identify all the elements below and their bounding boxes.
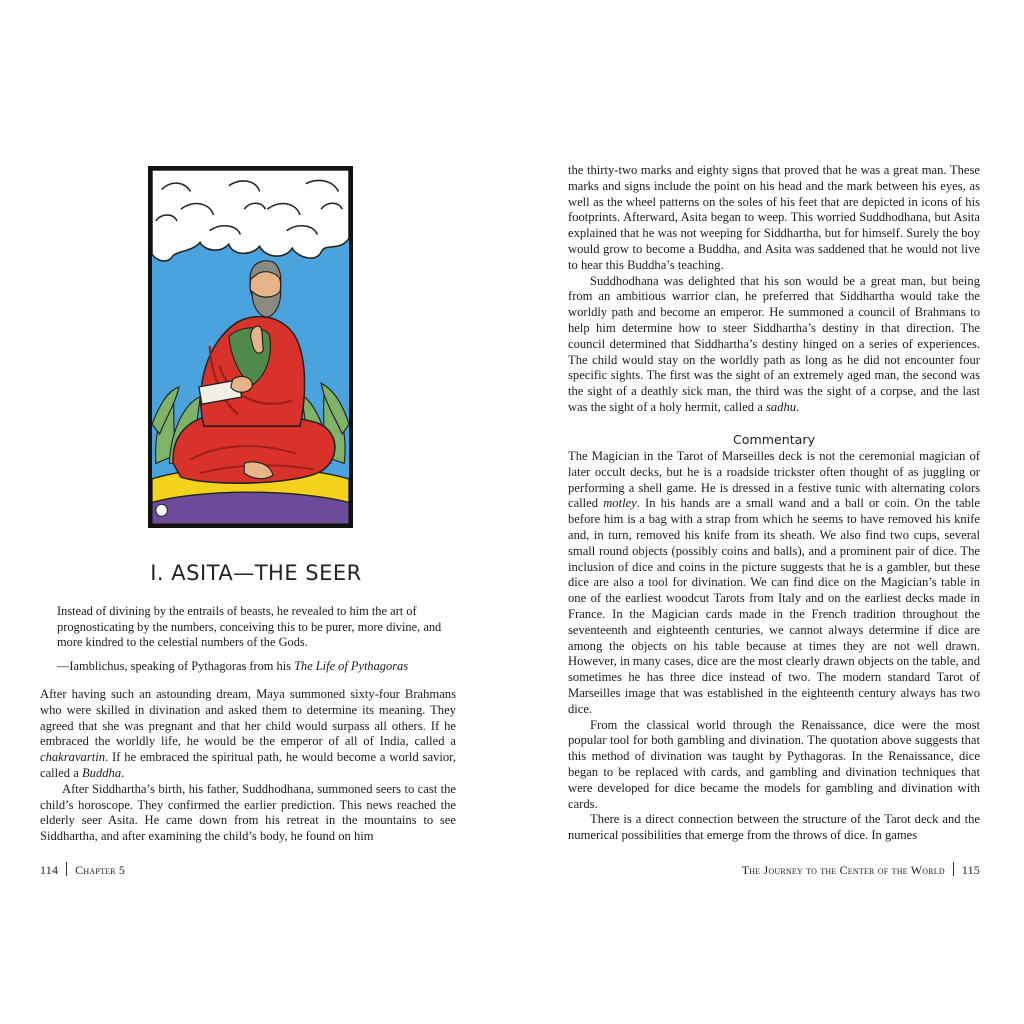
chapter-label: Chapter 5 xyxy=(75,863,126,877)
right-body-text-commentary xyxy=(568,449,980,844)
paragraph: After having such an astounding dream, Maya summoned sixty-four Brahmans who were skilled in divination and asked them to determine its meaning. They agreed that she was pregnant and that her child would surpass all others. If he embraced the worldly life, he would be the emperor of all of India, called a chakravartin. If he embraced the spiritual path, he would become a world savior, called a Buddha. xyxy=(40,687,456,780)
epigraph-attribution xyxy=(57,659,457,674)
paragraph: After Siddhartha’s birth, his father, Suddhodhana, summoned seers to cast the child’s horoscope. They confirmed the earlier prediction. This news reached the elderly seer Asita. He came down from his retreat in the mountains to see Siddhartha, and after examining the child’s body, he found on him xyxy=(40,781,456,844)
right-body-text-top xyxy=(568,163,980,416)
paragraph: Suddhodhana was delighted that his son would be a great man, but being from an ambitious warrior clan, he preferred that Siddhartha would take the worldly path and become an emperor. He summoned a council of Brahmans to help him determine how to steer Siddhartha’s destiny in that direction. The council determined that Siddhartha’s destiny hinged on a series of experiences. The child would stay on the worldly path as long as he did not encounter four specific sights. The first was the sight of an extremely aged man, the second was the sight of a deathly sick man, the third was the sight of a corpse, and the last was the sight of a holy hermit, called a sadhu. xyxy=(568,273,980,414)
commentary-heading: Commentary xyxy=(732,432,816,447)
paragraph: There is a direct connection between the structure of the Tarot deck and the numerical possibilities that emerge from the throws of dice. In games xyxy=(568,812,980,843)
epigraph-quote: Instead of divining by the entrails of beasts, he revealed to him the art of prognosticating by the numbers, conceiving this to be purer, more divine, and more kindred to the celestial numbers of the Gods. xyxy=(57,604,442,650)
epigraph-book-title: The Life of Pythagoras xyxy=(294,659,409,673)
card-title: I. ASITA—THE SEER xyxy=(150,561,362,585)
left-body-text xyxy=(40,687,456,845)
page-number: 114 xyxy=(40,863,59,877)
paragraph: From the classical world through the Renaissance, dice were the most popular tool for both gambling and divination. The quotation above suggests that this method of divination was taught by Pythagoras. In the Renaissance, dice began to be replaced with cards, and gambling and divination techniques that were developed for dice became the models for gambling and divination with cards. xyxy=(568,717,980,811)
page-number: 115 xyxy=(961,863,980,877)
right-footer xyxy=(742,862,980,878)
tarot-card-illustration xyxy=(148,166,353,528)
running-title: The Journey to the Center of the World xyxy=(741,863,945,877)
paragraph: The Magician in the Tarot of Marseilles deck is not the ceremonial magician of later occult decks, but he is a roadside trickster often thought of as juggling or performing a shell game. He is dressed in a festive tunic with alternating colors called motley. In his hands are a small wand and a ball or coin. On the table before him is a bag with a strap from which he seems to have removed his knife and, in turn, removed his knife from its sheath. We also find two cups, several small round objects (possibly coins and balls), and a prominent pair of dice. The inclusion of dice and coins in the picture suggests that he is a gambler, but these dice are also a tool for divination. We can find dice on the Magician’s table in one of the earliest woodcut Tarots from Italy and on the earliest decks made in France. In the Magician cards made in the French tradition throughout the seventeenth and eighteenth centuries, we cannot always determine if dice are among the objects on his table because at times they are not well drawn. However, in many cases, dice are the most clearly drawn objects on the table, and sometimes he has three dice instead of two. The modern standard Tarot of Marseilles image that was established in the eighteenth century always has two dice. xyxy=(568,449,980,716)
paragraph: the thirty-two marks and eighty signs that proved that he was a great man. These marks and signs include the point on his head and the mark between his eyes, as well as the wheel patterns on the soles of his feet that are depicted in icons of his footprints. Afterward, Asita began to weep. This worried Suddhodhana, but Asita explained that he was not weeping for Siddhartha, but for himself. Surely the boy would grow to become a Buddha, and Asita was saddened that he would not live to hear this Buddha’s teaching. xyxy=(568,163,980,272)
left-footer xyxy=(40,862,125,878)
epigraph-attr-prefix: —Iamblichus, speaking of Pythagoras from his xyxy=(57,659,295,673)
footer-divider xyxy=(953,862,954,876)
footer-divider xyxy=(66,862,67,876)
asita-seer-artwork xyxy=(152,170,349,524)
